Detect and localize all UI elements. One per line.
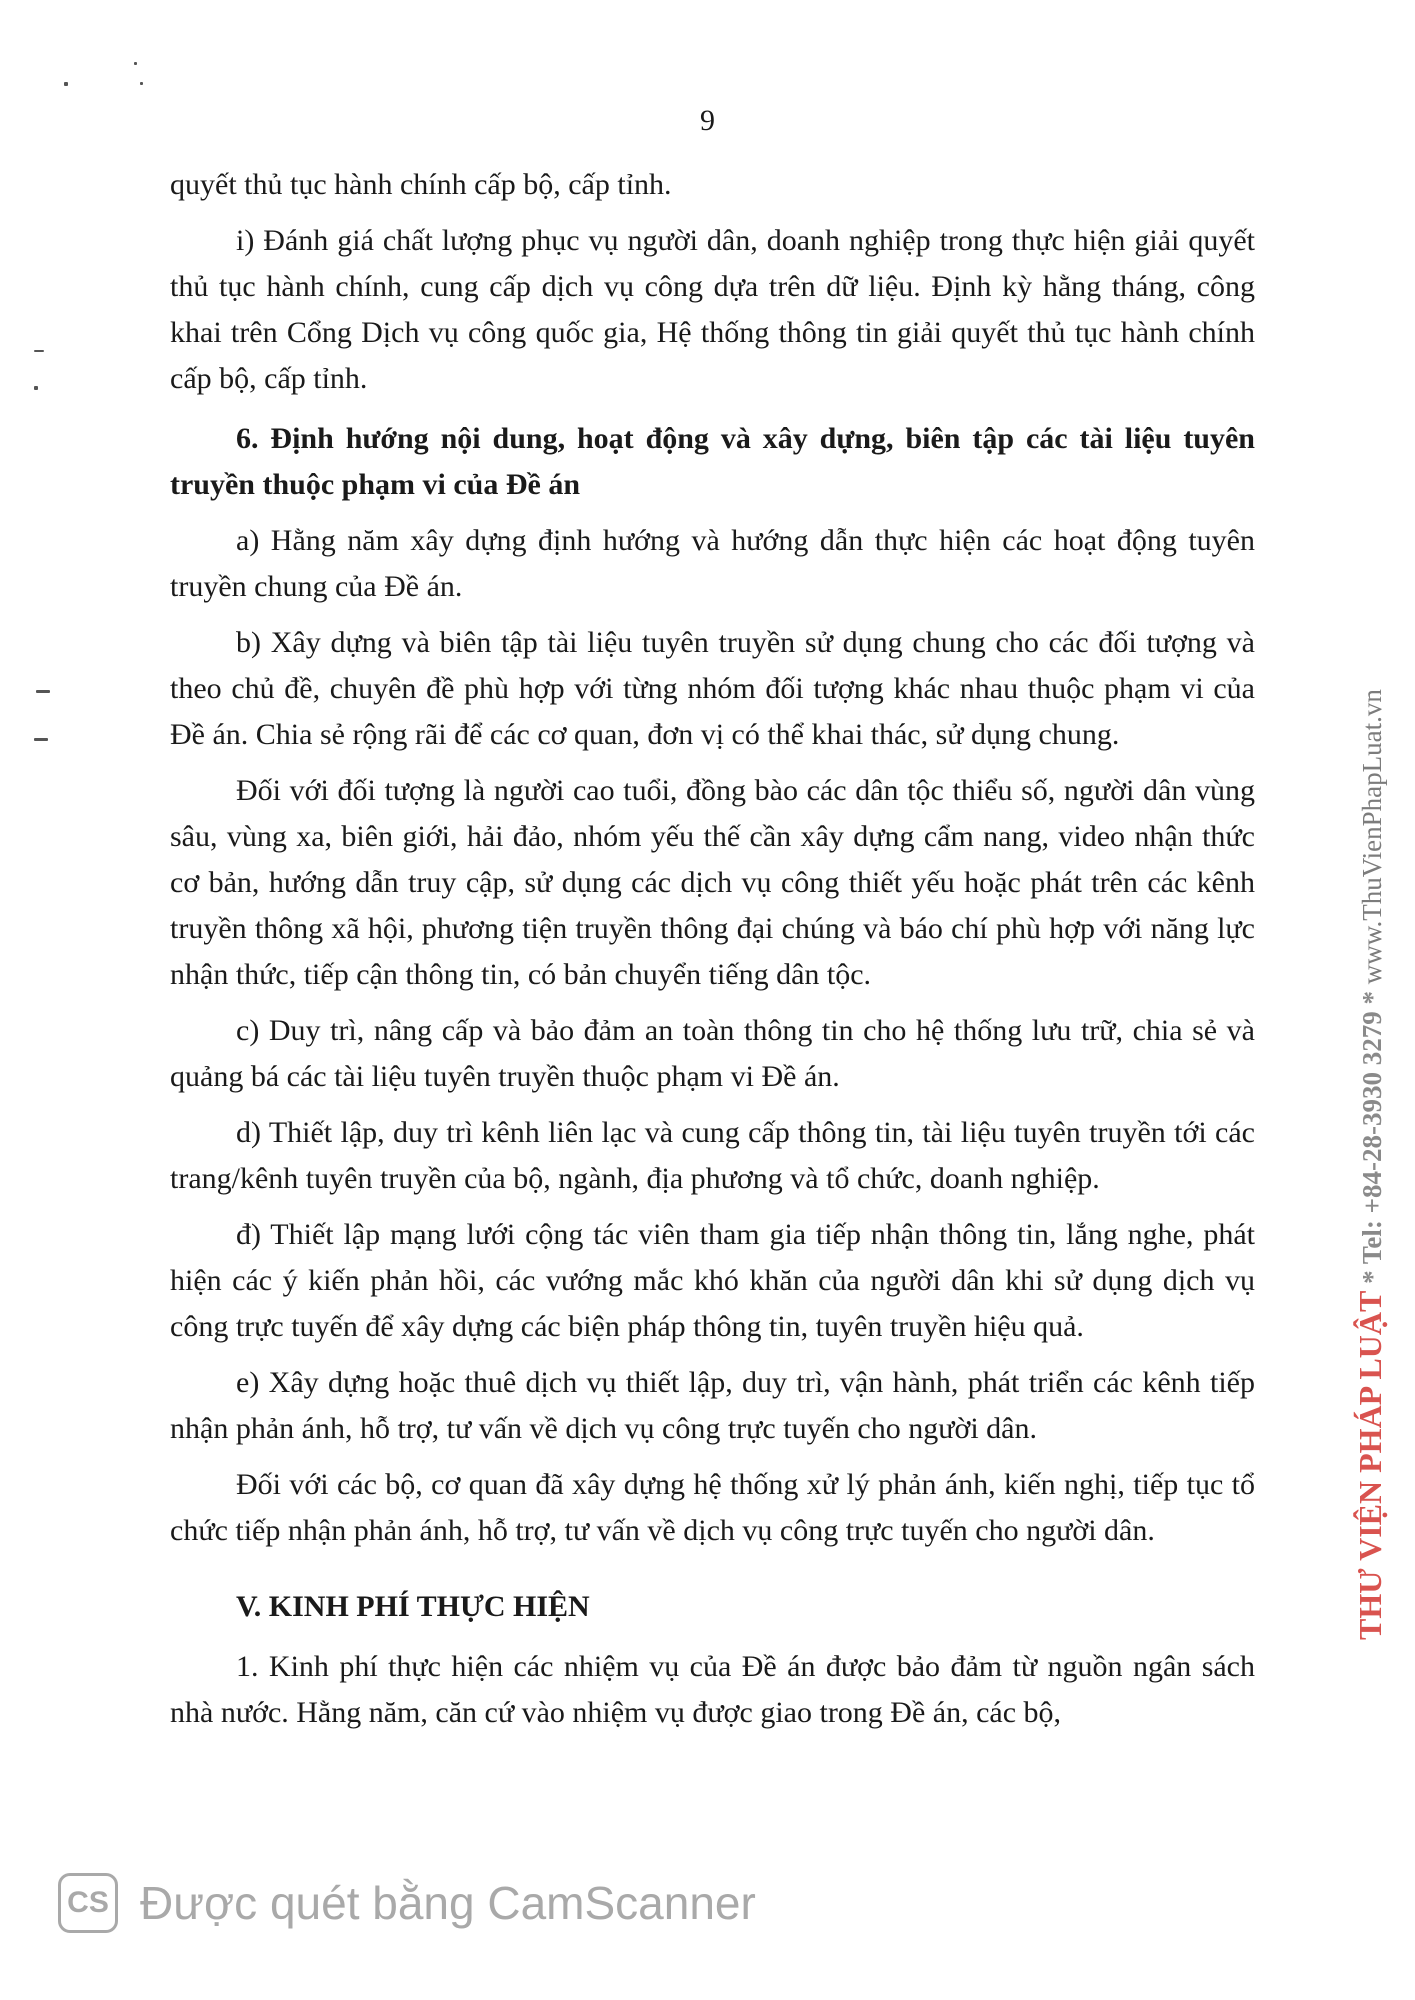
scan-speck [64,82,68,86]
paragraph-vulnerable-groups: Đối với đối tượng là người cao tuổi, đồng bào các dân tộc thiểu số, người dân vùng sâu, vùng xa, biên giới, hải đảo, nhóm yếu thế cần xây dựng cẩm nang, video nhận thức cơ bản, hướng dẫn truy cập, sử dụng các dịch vụ công thiết yếu hoặc phát trên các kênh truyền thông xã hội, phương tiện truyền thông đại chúng và báo chí phù hợp với năng lực nhận thức, tiếp cận thông tin, có bản chuyển tiếng dân tộc. [170,774,1255,991]
scan-speck [34,738,48,741]
scan-speck [36,690,50,693]
paragraph-item-c: c) Duy trì, nâng cấp và bảo đảm an toàn thông tin cho hệ thống lưu trữ, chia sẻ và quảng bá các tài liệu tuyên truyền thuộc phạm vi Đề án. [170,1014,1255,1093]
section-heading-6: 6. Định hướng nội dung, hoạt động và xây dựng, biên tập các tài liệu tuyên truyền thuộc phạm vi của Đề án [170,422,1255,501]
watermark-brand: THƯ VIỆN PHÁP LUẬT [1352,1290,1388,1640]
paragraph-item-dd: đ) Thiết lập mạng lưới cộng tác viên tham gia tiếp nhận thông tin, lắng nghe, phát hiện các ý kiến phản hồi, các vướng mắc khó khăn của người dân khi sử dụng dịch vụ công trực tuyến để xây dựng các biện pháp thông tin, tuyên truyền hiệu quả. [170,1218,1255,1343]
scanner-footer [58,1868,756,1938]
paragraph-continuation: quyết thủ tục hành chính cấp bộ, cấp tỉnh. [170,168,672,201]
scan-speck [140,82,143,85]
scan-speck [134,62,137,65]
camscanner-logo-icon: CS [58,1873,118,1933]
paragraph-item-a: a) Hằng năm xây dựng định hướng và hướng dẫn thực hiện các hoạt động tuyên truyền chung của Đề án. [170,524,1255,603]
paragraph-item-i: i) Đánh giá chất lượng phục vụ người dân, doanh nghiệp trong thực hiện giải quyết thủ tục hành chính, cung cấp dịch vụ công dựa trên dữ liệu. Định kỳ hằng tháng, công khai trên Cổng Dịch vụ công quốc gia, Hệ thống thông tin giải quyết thủ tục hành chính cấp bộ, cấp tỉnh. [170,224,1255,395]
paragraph-item-b: b) Xây dựng và biên tập tài liệu tuyên truyền sử dụng chung cho các đối tượng và theo chủ đề, chuyên đề phù hợp với từng nhóm đối tượng khác nhau thuộc phạm vi của Đề án. Chia sẻ rộng rãi để các cơ quan, đơn vị có thể khai thác, sử dụng chung. [170,626,1255,751]
side-watermark [1340,360,1400,1640]
watermark-site: www.ThuVienPhapLuat.vn [1357,689,1387,985]
scanner-label: Được quét bằng CamScanner [140,1877,756,1929]
paragraph-item-d: d) Thiết lập, duy trì kênh liên lạc và cung cấp thông tin, tài liệu tuyên truyền tới các trang/kênh tuyên truyền của bộ, ngành, địa phương và tổ chức, doanh nghiệp. [170,1116,1255,1195]
watermark-contact: * Tel: +84-28-3930 3279 * [1357,990,1387,1284]
scan-speck [34,350,44,352]
paragraph-ministries: Đối với các bộ, cơ quan đã xây dựng hệ thống xử lý phản ánh, kiến nghị, tiếp tục tổ chức tiếp nhận phản ánh, hỗ trợ, tư vấn về dịch vụ công trực tuyến cho người dân. [170,1468,1255,1547]
paragraph-item-e: e) Xây dựng hoặc thuê dịch vụ thiết lập, duy trì, vận hành, phát triển các kênh tiếp nhận phản ánh, hỗ trợ, tư vấn về dịch vụ công trực tuyến cho người dân. [170,1366,1255,1445]
scan-speck [34,386,38,390]
page-number: 9 [700,104,715,137]
paragraph-funding-1: 1. Kinh phí thực hiện các nhiệm vụ của Đề án được bảo đảm từ nguồn ngân sách nhà nước. Hằng năm, căn cứ vào nhiệm vụ được giao trong Đề án, các bộ, [170,1650,1255,1729]
section-heading-v: V. KINH PHÍ THỰC HIỆN [236,1590,590,1623]
document-body [170,162,1255,1746]
